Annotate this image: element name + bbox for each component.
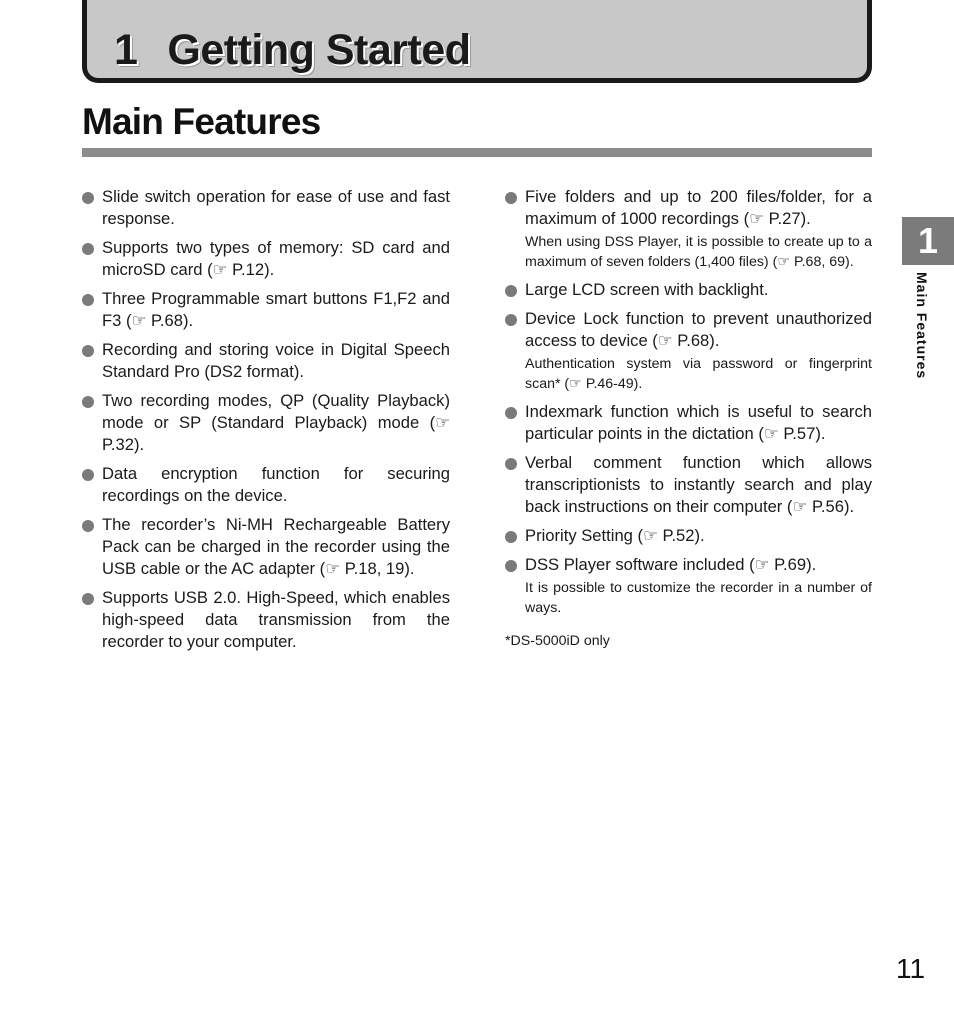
feature-text: Large LCD screen with backlight.	[525, 280, 769, 299]
bullet-icon	[82, 294, 94, 306]
list-item	[505, 452, 872, 518]
right-feature-list	[505, 186, 872, 618]
bullet-icon	[505, 560, 517, 572]
bullet-icon	[82, 593, 94, 605]
section-title: Main Features	[82, 101, 321, 142]
feature-note: When using DSS Player, it is possible to create up to a maximum of seven folders (1,400 files) (☞ P.68, 69).	[525, 234, 872, 270]
feature-text: Slide switch operation for ease of use and fast response.	[102, 187, 450, 228]
feature-text: Two recording modes, QP (Quality Playback) mode or SP (Standard Playback) mode (☞ P.32).	[102, 391, 450, 454]
list-item	[82, 463, 450, 507]
list-item	[505, 554, 872, 618]
feature-text: Priority Setting (☞ P.52).	[525, 526, 705, 545]
section-rule	[82, 148, 872, 157]
bullet-icon	[505, 192, 517, 204]
chapter-number: 1	[114, 26, 138, 74]
feature-text: Device Lock function to prevent unauthorized access to device (☞ P.68).	[525, 309, 872, 350]
list-item	[505, 308, 872, 394]
list-item	[82, 514, 450, 580]
bullet-icon	[505, 458, 517, 470]
feature-text: The recorder’s Ni-MH Rechargeable Battery Pack can be charged in the recorder using the USB cable or the AC adapter (☞ P.18, 19).	[102, 515, 450, 578]
bullet-icon	[82, 469, 94, 481]
feature-text: Five folders and up to 200 files/folder, for a maximum of 1000 recordings (☞ P.27).	[525, 187, 872, 228]
feature-text: Supports two types of memory: SD card and microSD card (☞ P.12).	[102, 238, 450, 279]
chapter-title	[114, 26, 471, 75]
left-feature-list	[82, 186, 450, 653]
bullet-icon	[505, 407, 517, 419]
list-item	[505, 401, 872, 445]
bullet-icon	[82, 520, 94, 532]
bullet-icon	[505, 314, 517, 326]
list-item	[505, 279, 872, 301]
bullet-icon	[505, 285, 517, 297]
right-feature-column	[505, 186, 872, 651]
list-item	[505, 525, 872, 547]
list-item	[82, 288, 450, 332]
list-item	[505, 186, 872, 272]
bullet-icon	[505, 531, 517, 543]
left-feature-column	[82, 186, 450, 660]
list-item	[82, 587, 450, 653]
chapter-tab: 1	[902, 217, 954, 265]
feature-text: Supports USB 2.0. High-Speed, which enables high-speed data transmission from the recorder to your computer.	[102, 588, 450, 651]
list-item	[82, 237, 450, 281]
bullet-icon	[82, 345, 94, 357]
footnote: *DS-5000iD only	[505, 633, 610, 649]
bullet-icon	[82, 396, 94, 408]
bullet-icon	[82, 243, 94, 255]
feature-text: Three Programmable smart buttons F1,F2 and F3 (☞ P.68).	[102, 289, 450, 330]
feature-text: DSS Player software included (☞ P.69).	[525, 555, 817, 574]
feature-note: Authentication system via password or fingerprint scan* (☞ P.46-49).	[525, 356, 872, 392]
side-section-label: Main Features	[914, 272, 930, 380]
feature-text: Verbal comment function which allows transcriptionists to instantly search and play back instructions on their computer (☞ P.56).	[525, 453, 872, 516]
feature-note: It is possible to customize the recorder in a number of ways.	[525, 580, 872, 616]
page-number: 11	[896, 953, 926, 984]
list-item	[82, 390, 450, 456]
feature-text: Data encryption function for securing recordings on the device.	[102, 464, 450, 505]
feature-text: Recording and storing voice in Digital Speech Standard Pro (DS2 format).	[102, 340, 450, 381]
feature-text: Indexmark function which is useful to search particular points in the dictation (☞ P.57).	[525, 402, 872, 443]
list-item	[82, 186, 450, 230]
bullet-icon	[82, 192, 94, 204]
chapter-title-text: Getting Started	[167, 26, 471, 74]
list-item	[82, 339, 450, 383]
